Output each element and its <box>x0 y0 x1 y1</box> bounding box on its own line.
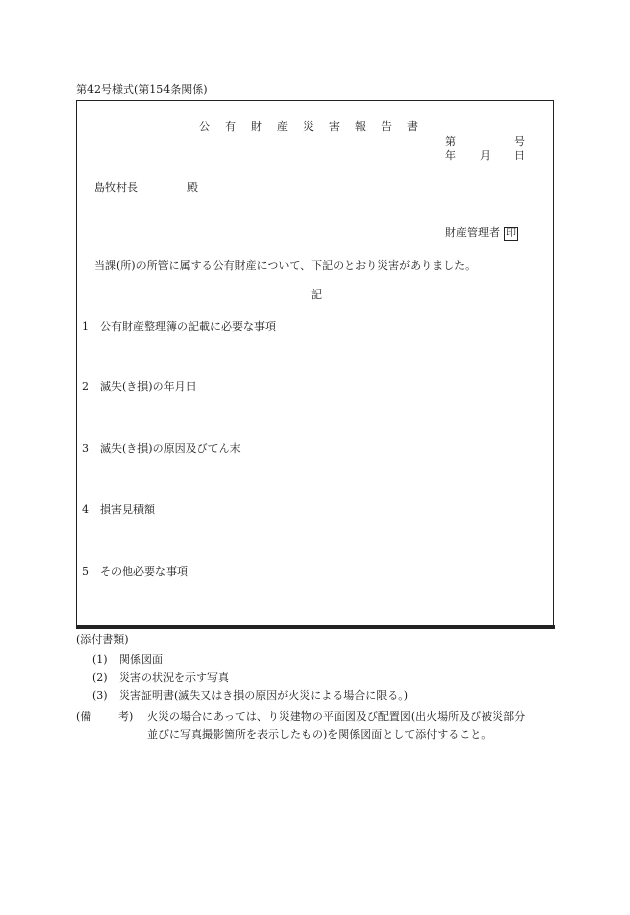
item-3-text: 滅失(き損)の原因及びてん末 <box>100 442 241 455</box>
item-2-text: 滅失(き損)の年月日 <box>100 380 197 393</box>
reporter-label: 財産管理者 <box>445 226 500 239</box>
remarks-label-open: (備 <box>76 710 92 723</box>
item-3-number: 3 <box>82 442 89 455</box>
item-5-text: その他必要な事項 <box>100 565 188 578</box>
number-label: 第 <box>445 135 456 148</box>
item-4-text: 損害見積額 <box>100 503 155 516</box>
document-title: 公有財産災害報告書 <box>199 120 433 133</box>
ki-label: 記 <box>311 288 322 301</box>
attachment-2-text: 災害の状況を示す写真 <box>119 671 229 684</box>
item-4-number: 4 <box>82 503 89 516</box>
attachments-heading: (添付書類) <box>76 633 129 646</box>
item-5-number: 5 <box>82 565 89 578</box>
form-label: 第42号様式(第154条関係) <box>76 83 208 96</box>
statement-text: 当課(所)の所管に属する公有財産について、下記のとおり災害がありました。 <box>94 259 477 272</box>
remarks-line-1: 火災の場合にあっては、り災建物の平面図及び配置図(出火場所及び被災部分 <box>147 710 526 723</box>
seal-mark: 印 <box>506 228 516 239</box>
date-day: 日 <box>514 149 525 162</box>
remarks-label-close: 考) <box>118 710 134 723</box>
addressee-name: 島牧村長 <box>94 181 138 194</box>
attachment-1-text: 関係図面 <box>119 653 163 666</box>
attachment-3-number: (3) <box>92 689 108 702</box>
attachment-2-number: (2) <box>92 671 108 684</box>
remarks-line-2: 並びに写真撮影箇所を表示したもの)を関係図面として添付すること。 <box>147 728 493 741</box>
date-month: 月 <box>480 149 491 162</box>
form-frame <box>76 100 554 625</box>
attachment-3-text: 災害証明書(滅失又はき損の原因が火災による場合に限る。) <box>119 689 409 702</box>
form-frame-bottom-rule <box>76 625 555 629</box>
attachment-1-number: (1) <box>92 653 108 666</box>
item-2-number: 2 <box>82 380 89 393</box>
item-1-text: 公有財産整理簿の記載に必要な事項 <box>100 320 276 333</box>
reporter-line <box>445 227 518 241</box>
item-1-number: 1 <box>82 320 89 333</box>
number-suffix: 号 <box>514 135 525 148</box>
addressee-honorific: 殿 <box>187 181 198 194</box>
date-year: 年 <box>445 149 456 162</box>
